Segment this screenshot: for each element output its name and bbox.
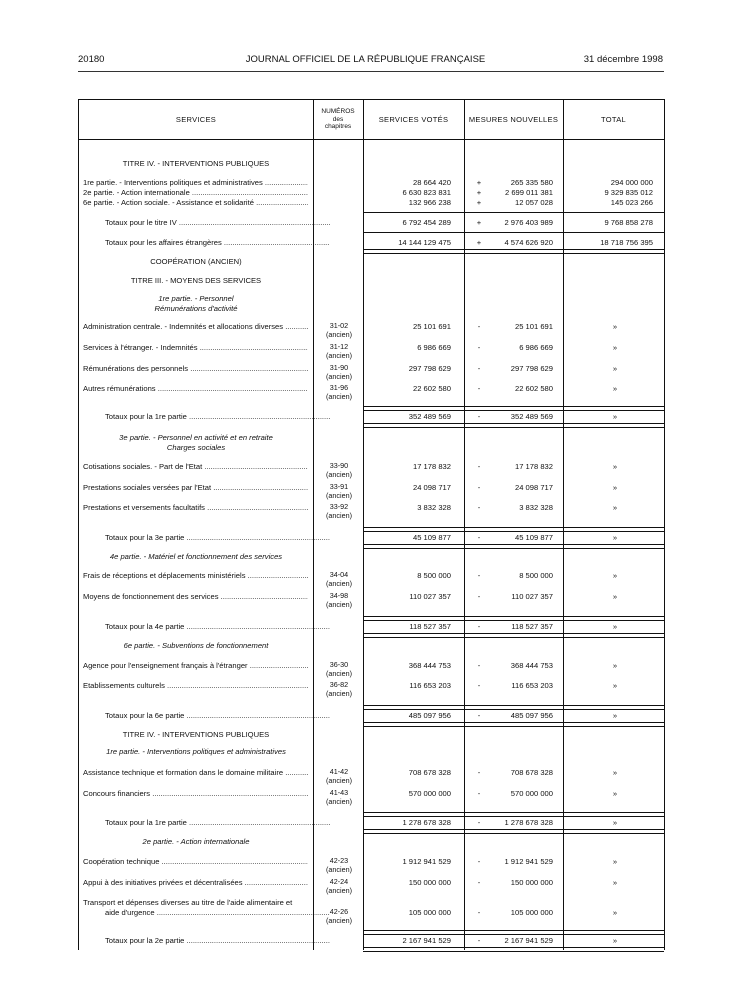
row-label: Prestations sociales versées par l'Etat ..... <box>83 483 308 492</box>
mesures-nouvelles-value: 3 832 328 <box>519 503 553 512</box>
chapter-note: (ancien) <box>326 915 352 925</box>
sign: + <box>476 178 482 187</box>
mesures-nouvelles-value: 708 678 328 <box>510 768 553 777</box>
total-rule <box>363 705 664 710</box>
total-rule <box>363 423 664 428</box>
mesures-nouvelles-value: 2 976 403 989 <box>504 218 553 227</box>
total-value: 9 329 835 012 <box>604 188 653 197</box>
chapter-code: 42-23 <box>329 856 349 865</box>
total-value: » <box>612 681 618 690</box>
mesures-nouvelles-value: 485 097 956 <box>510 711 553 720</box>
services-votes-value: 485 097 956 <box>408 711 451 720</box>
chapter-code: 33-90 <box>329 461 349 470</box>
row-label: 4e partie. - Matériel et fonctionnement des services <box>109 552 283 561</box>
mesures-nouvelles-value: 110 027 357 <box>511 592 553 601</box>
total-value: » <box>612 789 618 798</box>
chapter-code: 33-92 <box>329 502 349 511</box>
chapter-note: (ancien) <box>326 775 352 785</box>
sign: - <box>477 384 481 393</box>
sign: - <box>477 533 481 542</box>
chapter-note: (ancien) <box>326 864 352 874</box>
row-label: 6e partie. - Subventions de fonctionnement <box>123 641 269 650</box>
sign: - <box>477 789 481 798</box>
mesures-nouvelles-value: 570 000 000 <box>510 789 553 798</box>
row-label: Totaux pour les affaires étrangères ..... <box>105 238 330 247</box>
row-label: 3e partie. - Personnel en activité et en retraite <box>119 433 273 442</box>
budget-table <box>78 99 665 950</box>
total-value: » <box>612 412 618 421</box>
row-label: Totaux pour la 1re partie ..... <box>105 412 330 421</box>
total-value: » <box>612 384 618 393</box>
services-votes-value: 118 527 357 <box>409 622 451 631</box>
sign: - <box>477 908 481 917</box>
mesures-nouvelles-value: 12 057 028 <box>514 198 553 207</box>
col-header-chapitres-line3: chapitres <box>324 123 352 131</box>
sign: + <box>476 188 482 197</box>
chapter-code: 36-82 <box>329 680 349 689</box>
total-value: 9 768 858 278 <box>604 218 653 227</box>
header-divider <box>79 139 664 140</box>
col-header-total: TOTAL <box>601 115 626 124</box>
sign: + <box>476 218 482 227</box>
column-divider <box>363 100 364 950</box>
chapter-code: 41-42 <box>329 767 349 776</box>
col-header-chapitres <box>313 100 363 139</box>
mesures-nouvelles-value: 2 167 941 529 <box>504 936 553 945</box>
row-label: Frais de réceptions et déplacements ministériels ..... <box>83 571 308 580</box>
total-value: » <box>612 622 618 631</box>
row-label: 2e partie. - Action internationale ..... <box>83 188 308 197</box>
chapter-code: 42-26 <box>329 907 349 916</box>
chapter-code: 36-30 <box>329 660 349 669</box>
chapter-number <box>315 681 363 698</box>
mesures-nouvelles-value: 118 527 357 <box>511 622 553 631</box>
chapter-note: (ancien) <box>326 469 352 479</box>
mesures-nouvelles-value: 265 335 580 <box>510 178 553 187</box>
total-rule <box>363 406 664 411</box>
row-label: Totaux pour la 6e partie ..... <box>105 711 330 720</box>
mesures-nouvelles-value: 297 798 629 <box>510 364 553 373</box>
row-label: Assistance technique et formation dans le domaine militaire ..... <box>83 768 308 777</box>
sign: - <box>477 503 481 512</box>
row-label: 1re partie. - Interventions politiques et administratives <box>106 747 286 756</box>
services-votes-value: 45 109 877 <box>412 533 451 542</box>
row-label: TITRE IV. - INTERVENTIONS PUBLIQUES <box>122 159 270 168</box>
services-votes-value: 352 489 569 <box>408 412 451 421</box>
sign: - <box>477 857 481 866</box>
row-label: Totaux pour la 4e partie ..... <box>105 622 330 631</box>
services-votes-value: 6 792 454 289 <box>402 218 451 227</box>
total-value: 18 718 756 395 <box>600 238 653 247</box>
row-label: Etablissements culturels ..... <box>83 681 308 690</box>
chapter-note: (ancien) <box>326 578 352 588</box>
chapter-code: 42-24 <box>329 877 349 886</box>
mesures-nouvelles-value: 24 098 717 <box>514 483 553 492</box>
chapter-code: 31-12 <box>329 342 349 351</box>
total-rule <box>363 930 664 935</box>
total-value: » <box>612 878 618 887</box>
chapter-code: 34-04 <box>329 570 349 579</box>
col-header-mesures: MESURES NOUVELLES <box>468 115 559 124</box>
sign: - <box>477 364 481 373</box>
total-value: 145 023 266 <box>610 198 653 207</box>
mesures-nouvelles-value: 2 699 011 381 <box>505 188 553 197</box>
sign: - <box>477 661 481 670</box>
chapter-code: 33-91 <box>329 482 349 491</box>
services-votes-value: 25 101 691 <box>412 322 451 331</box>
col-header-votes: SERVICES VOTÉS <box>378 115 449 124</box>
chapter-code: 31-02 <box>329 321 349 330</box>
total-value: » <box>612 322 618 331</box>
row-label: Totaux pour la 1re partie ..... <box>105 818 330 827</box>
mesures-nouvelles-value: 4 574 626 920 <box>504 238 553 247</box>
chapter-number <box>315 878 363 895</box>
total-rule <box>363 812 664 817</box>
mesures-nouvelles-value: 105 000 000 <box>510 908 553 917</box>
sign: - <box>477 711 481 720</box>
total-rule <box>363 829 664 834</box>
total-value: » <box>612 592 618 601</box>
total-value: » <box>612 343 618 352</box>
services-votes-value: 2 167 941 529 <box>402 936 451 945</box>
total-rule <box>363 544 664 549</box>
row-label: 1re partie. - Interventions politiques et administratives ..... <box>83 178 308 187</box>
row-label: Agence pour l'enseignement français à l'étranger ..... <box>83 661 308 670</box>
row-label: Administration centrale. - Indemnités et allocations diverses ..... <box>83 322 308 331</box>
mesures-nouvelles-value: 6 986 669 <box>519 343 553 352</box>
total-rule <box>363 232 664 233</box>
mesures-nouvelles-value: 1 912 941 529 <box>504 857 553 866</box>
total-value: » <box>612 661 618 670</box>
row-label: Transport et dépenses diverses au titre de l'aide alimentaire et <box>83 898 293 907</box>
total-value: » <box>612 857 618 866</box>
row-label: aide d'urgence ..... <box>105 908 330 917</box>
row-label: TITRE III. - MOYENS DES SERVICES <box>130 276 262 285</box>
total-rule <box>363 947 664 952</box>
total-value: » <box>612 533 618 542</box>
total-rule <box>363 527 664 532</box>
mesures-nouvelles-value: 352 489 569 <box>510 412 553 421</box>
row-label: 2e partie. - Action internationale <box>142 837 250 846</box>
row-label: Appui à des initiatives privées et décentralisées ..... <box>83 878 308 887</box>
total-value: » <box>612 768 618 777</box>
chapter-code: 31-90 <box>329 363 349 372</box>
total-value: » <box>612 711 618 720</box>
mesures-nouvelles-value: 116 653 203 <box>511 681 553 690</box>
total-value: » <box>612 483 618 492</box>
services-votes-value: 6 630 823 831 <box>402 188 451 197</box>
mesures-nouvelles-value: 22 602 580 <box>514 384 553 393</box>
row-label: Rémunérations des personnels ..... <box>83 364 308 373</box>
services-votes-value: 570 000 000 <box>408 789 451 798</box>
chapter-note: (ancien) <box>326 329 352 339</box>
chapter-note: (ancien) <box>326 796 352 806</box>
total-value: » <box>612 908 618 917</box>
chapter-code: 34-98 <box>329 591 349 600</box>
page-number: 20180 <box>78 54 105 65</box>
col-header-chapitres-line1: NUMÉROS <box>321 108 355 116</box>
services-votes-value: 22 602 580 <box>412 384 451 393</box>
chapter-number <box>315 592 363 609</box>
total-value: » <box>612 503 618 512</box>
chapter-note: (ancien) <box>326 599 352 609</box>
services-votes-value: 132 966 238 <box>408 198 451 207</box>
services-votes-value: 28 664 420 <box>412 178 451 187</box>
row-label: Services à l'étranger. - Indemnités ..... <box>83 343 308 352</box>
chapter-number <box>315 343 363 360</box>
row-label: Totaux pour le titre IV ..... <box>105 218 330 227</box>
services-votes-value: 3 832 328 <box>417 503 451 512</box>
mesures-nouvelles-value: 150 000 000 <box>510 878 553 887</box>
mesures-nouvelles-value: 25 101 691 <box>514 322 553 331</box>
chapter-number <box>315 768 363 785</box>
chapter-note: (ancien) <box>326 688 352 698</box>
sign: - <box>477 592 481 601</box>
chapter-note: (ancien) <box>326 350 352 360</box>
row-label: Charges sociales <box>166 443 226 452</box>
row-label: Totaux pour la 2e partie ..... <box>105 936 330 945</box>
mesures-nouvelles-value: 368 444 753 <box>510 661 553 670</box>
chapter-number <box>315 857 363 874</box>
services-votes-value: 17 178 832 <box>412 462 451 471</box>
total-rule <box>363 212 664 213</box>
services-votes-value: 116 653 203 <box>409 681 451 690</box>
chapter-note: (ancien) <box>326 490 352 500</box>
chapter-code: 31-96 <box>329 383 349 392</box>
chapter-number <box>315 364 363 381</box>
services-votes-value: 297 798 629 <box>408 364 451 373</box>
row-label: Moyens de fonctionnement des services ..... <box>83 592 308 601</box>
sign: - <box>477 622 481 631</box>
col-header-services: SERVICES <box>175 115 217 124</box>
total-value: » <box>612 462 618 471</box>
total-value: » <box>612 936 618 945</box>
chapter-code: 41-43 <box>329 788 349 797</box>
total-rule <box>363 633 664 638</box>
total-value: » <box>612 818 618 827</box>
header-rule <box>78 71 664 72</box>
row-label: Coopération technique ..... <box>83 857 308 866</box>
services-votes-value: 24 098 717 <box>412 483 451 492</box>
row-label: Rémunérations d'activité <box>154 304 238 313</box>
total-value: 294 000 000 <box>610 178 653 187</box>
column-divider <box>563 100 564 950</box>
mesures-nouvelles-value: 45 109 877 <box>514 533 553 542</box>
services-votes-value: 6 986 669 <box>417 343 451 352</box>
services-votes-value: 1 912 941 529 <box>402 857 451 866</box>
row-label: Autres rémunérations ..... <box>83 384 308 393</box>
services-votes-value: 105 000 000 <box>408 908 451 917</box>
sign: - <box>477 322 481 331</box>
services-votes-value: 1 278 678 328 <box>402 818 451 827</box>
mesures-nouvelles-value: 17 178 832 <box>514 462 553 471</box>
services-votes-value: 110 027 357 <box>409 592 451 601</box>
total-rule <box>363 722 664 727</box>
chapter-number <box>315 322 363 339</box>
chapter-note: (ancien) <box>326 668 352 678</box>
row-label: TITRE IV. - INTERVENTIONS PUBLIQUES <box>122 730 270 739</box>
row-label: Prestations et versements facultatifs ..... <box>83 503 308 512</box>
chapter-number <box>315 571 363 588</box>
total-value: » <box>612 571 618 580</box>
total-rule <box>363 616 664 621</box>
chapter-number <box>315 483 363 500</box>
row-label: 6e partie. - Action sociale. - Assistance et solidarité ..... <box>83 198 308 207</box>
sign: - <box>477 936 481 945</box>
sign: + <box>476 198 482 207</box>
publication-date: 31 décembre 1998 <box>583 54 663 65</box>
chapter-note: (ancien) <box>326 885 352 895</box>
chapter-number <box>315 661 363 678</box>
chapter-number <box>315 384 363 401</box>
services-votes-value: 368 444 753 <box>408 661 451 670</box>
sign: - <box>477 878 481 887</box>
total-rule <box>363 249 664 254</box>
sign: - <box>477 571 481 580</box>
sign: - <box>477 343 481 352</box>
chapter-note: (ancien) <box>326 391 352 401</box>
sign: - <box>477 483 481 492</box>
mesures-nouvelles-value: 1 278 678 328 <box>504 818 553 827</box>
chapter-note: (ancien) <box>326 371 352 381</box>
chapter-number <box>315 789 363 806</box>
row-label: Totaux pour la 3e partie ..... <box>105 533 330 542</box>
row-label: Cotisations sociales. - Part de l'Etat ..... <box>83 462 308 471</box>
sign: - <box>477 462 481 471</box>
services-votes-value: 14 144 129 475 <box>398 238 451 247</box>
services-votes-value: 708 678 328 <box>408 768 451 777</box>
journal-title: JOURNAL OFFICIEL DE LA RÉPUBLIQUE FRANÇAISE <box>245 54 486 65</box>
services-votes-value: 150 000 000 <box>408 878 451 887</box>
col-header-chapitres-line2: des <box>332 115 344 123</box>
services-votes-value: 8 500 000 <box>417 571 451 580</box>
chapter-number <box>315 908 363 925</box>
total-value: » <box>612 364 618 373</box>
chapter-number <box>315 462 363 479</box>
sign: - <box>477 768 481 777</box>
row-label: Concours financiers ..... <box>83 789 308 798</box>
mesures-nouvelles-value: 8 500 000 <box>519 571 553 580</box>
chapter-note: (ancien) <box>326 510 352 520</box>
row-label: 1re partie. - Personnel <box>158 294 234 303</box>
sign: - <box>477 681 481 690</box>
sign: + <box>476 238 482 247</box>
row-label: COOPÉRATION (ANCIEN) <box>150 257 242 266</box>
chapter-number <box>315 503 363 520</box>
sign: - <box>477 412 481 421</box>
sign: - <box>477 818 481 827</box>
